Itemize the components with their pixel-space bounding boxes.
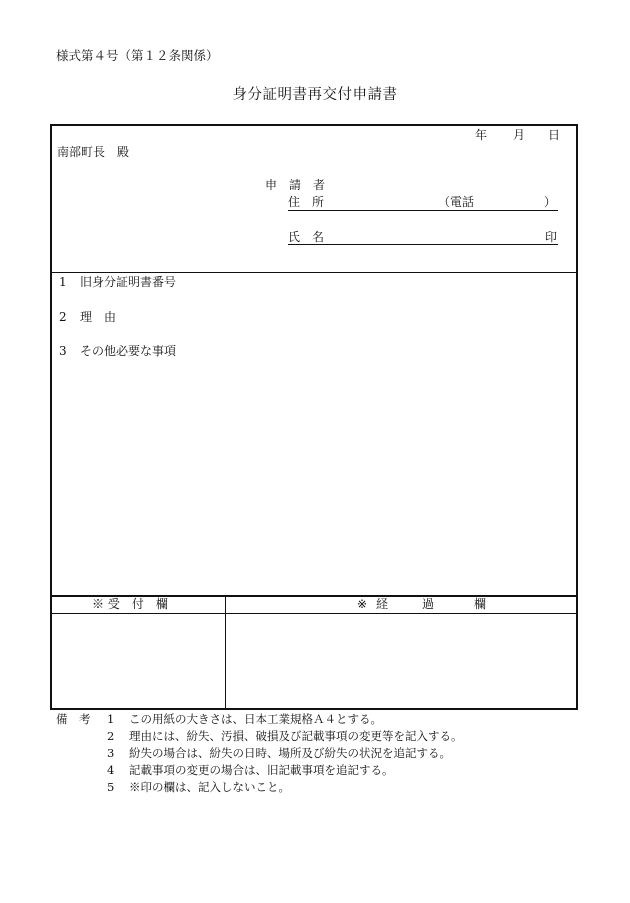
name-label: 氏 名 <box>288 230 325 244</box>
address-label: 住 所 <box>288 195 325 209</box>
note-number: 1 <box>107 712 115 726</box>
reception-column-header: ※ 受 付 欄 <box>92 597 168 611</box>
name-underline <box>288 244 558 245</box>
item-number: 1 <box>59 275 67 289</box>
progress-header-char: 経 <box>376 597 389 611</box>
item-number: 2 <box>59 310 67 324</box>
note-number: 3 <box>107 746 115 760</box>
addressee: 南部町長 殿 <box>57 145 130 159</box>
note-text: 紛失の場合は、紛失の日時、場所及び紛失の状況を追記する。 <box>129 746 451 760</box>
item-number: 3 <box>59 344 67 358</box>
item-label: 理 由 <box>80 310 117 324</box>
document-title: 身分証明書再交付申請書 <box>232 87 398 103</box>
progress-header-char: 過 <box>422 597 435 611</box>
application-form-box <box>50 124 578 710</box>
phone-close-label: ） <box>544 195 557 209</box>
seal-mark: 印 <box>545 230 558 244</box>
note-number: 5 <box>107 780 115 794</box>
applicant-label: 申 請 者 <box>265 178 326 192</box>
date-year-label: 年 <box>475 128 488 142</box>
note-text: 理由には、紛失、汚損、破損及び記載事項の変更等を記入する。 <box>129 729 463 743</box>
notes-label: 備 考 <box>56 712 91 726</box>
bottom-vertical-divider <box>225 595 226 708</box>
progress-header-char: 欄 <box>474 597 487 611</box>
section-divider <box>52 272 576 273</box>
note-text: この用紙の大きさは、日本工業規格Ａ４とする。 <box>129 712 382 726</box>
bottom-header-divider <box>52 613 576 614</box>
progress-header-mark: ※ <box>357 597 368 611</box>
date-month-label: 月 <box>513 128 526 142</box>
note-number: 4 <box>107 763 115 777</box>
note-text: ※印の欄は、記入しないこと。 <box>129 780 290 794</box>
date-day-label: 日 <box>548 128 561 142</box>
phone-open-label: （電話 <box>438 195 475 209</box>
form-number: 様式第４号（第１２条関係） <box>56 48 219 63</box>
address-underline <box>288 210 558 211</box>
item-label: その他必要な事項 <box>80 344 177 358</box>
item-label: 旧身分証明書番号 <box>80 275 177 289</box>
note-text: 記載事項の変更の場合は、旧記載事項を追記する。 <box>129 763 394 777</box>
note-number: 2 <box>107 729 115 743</box>
